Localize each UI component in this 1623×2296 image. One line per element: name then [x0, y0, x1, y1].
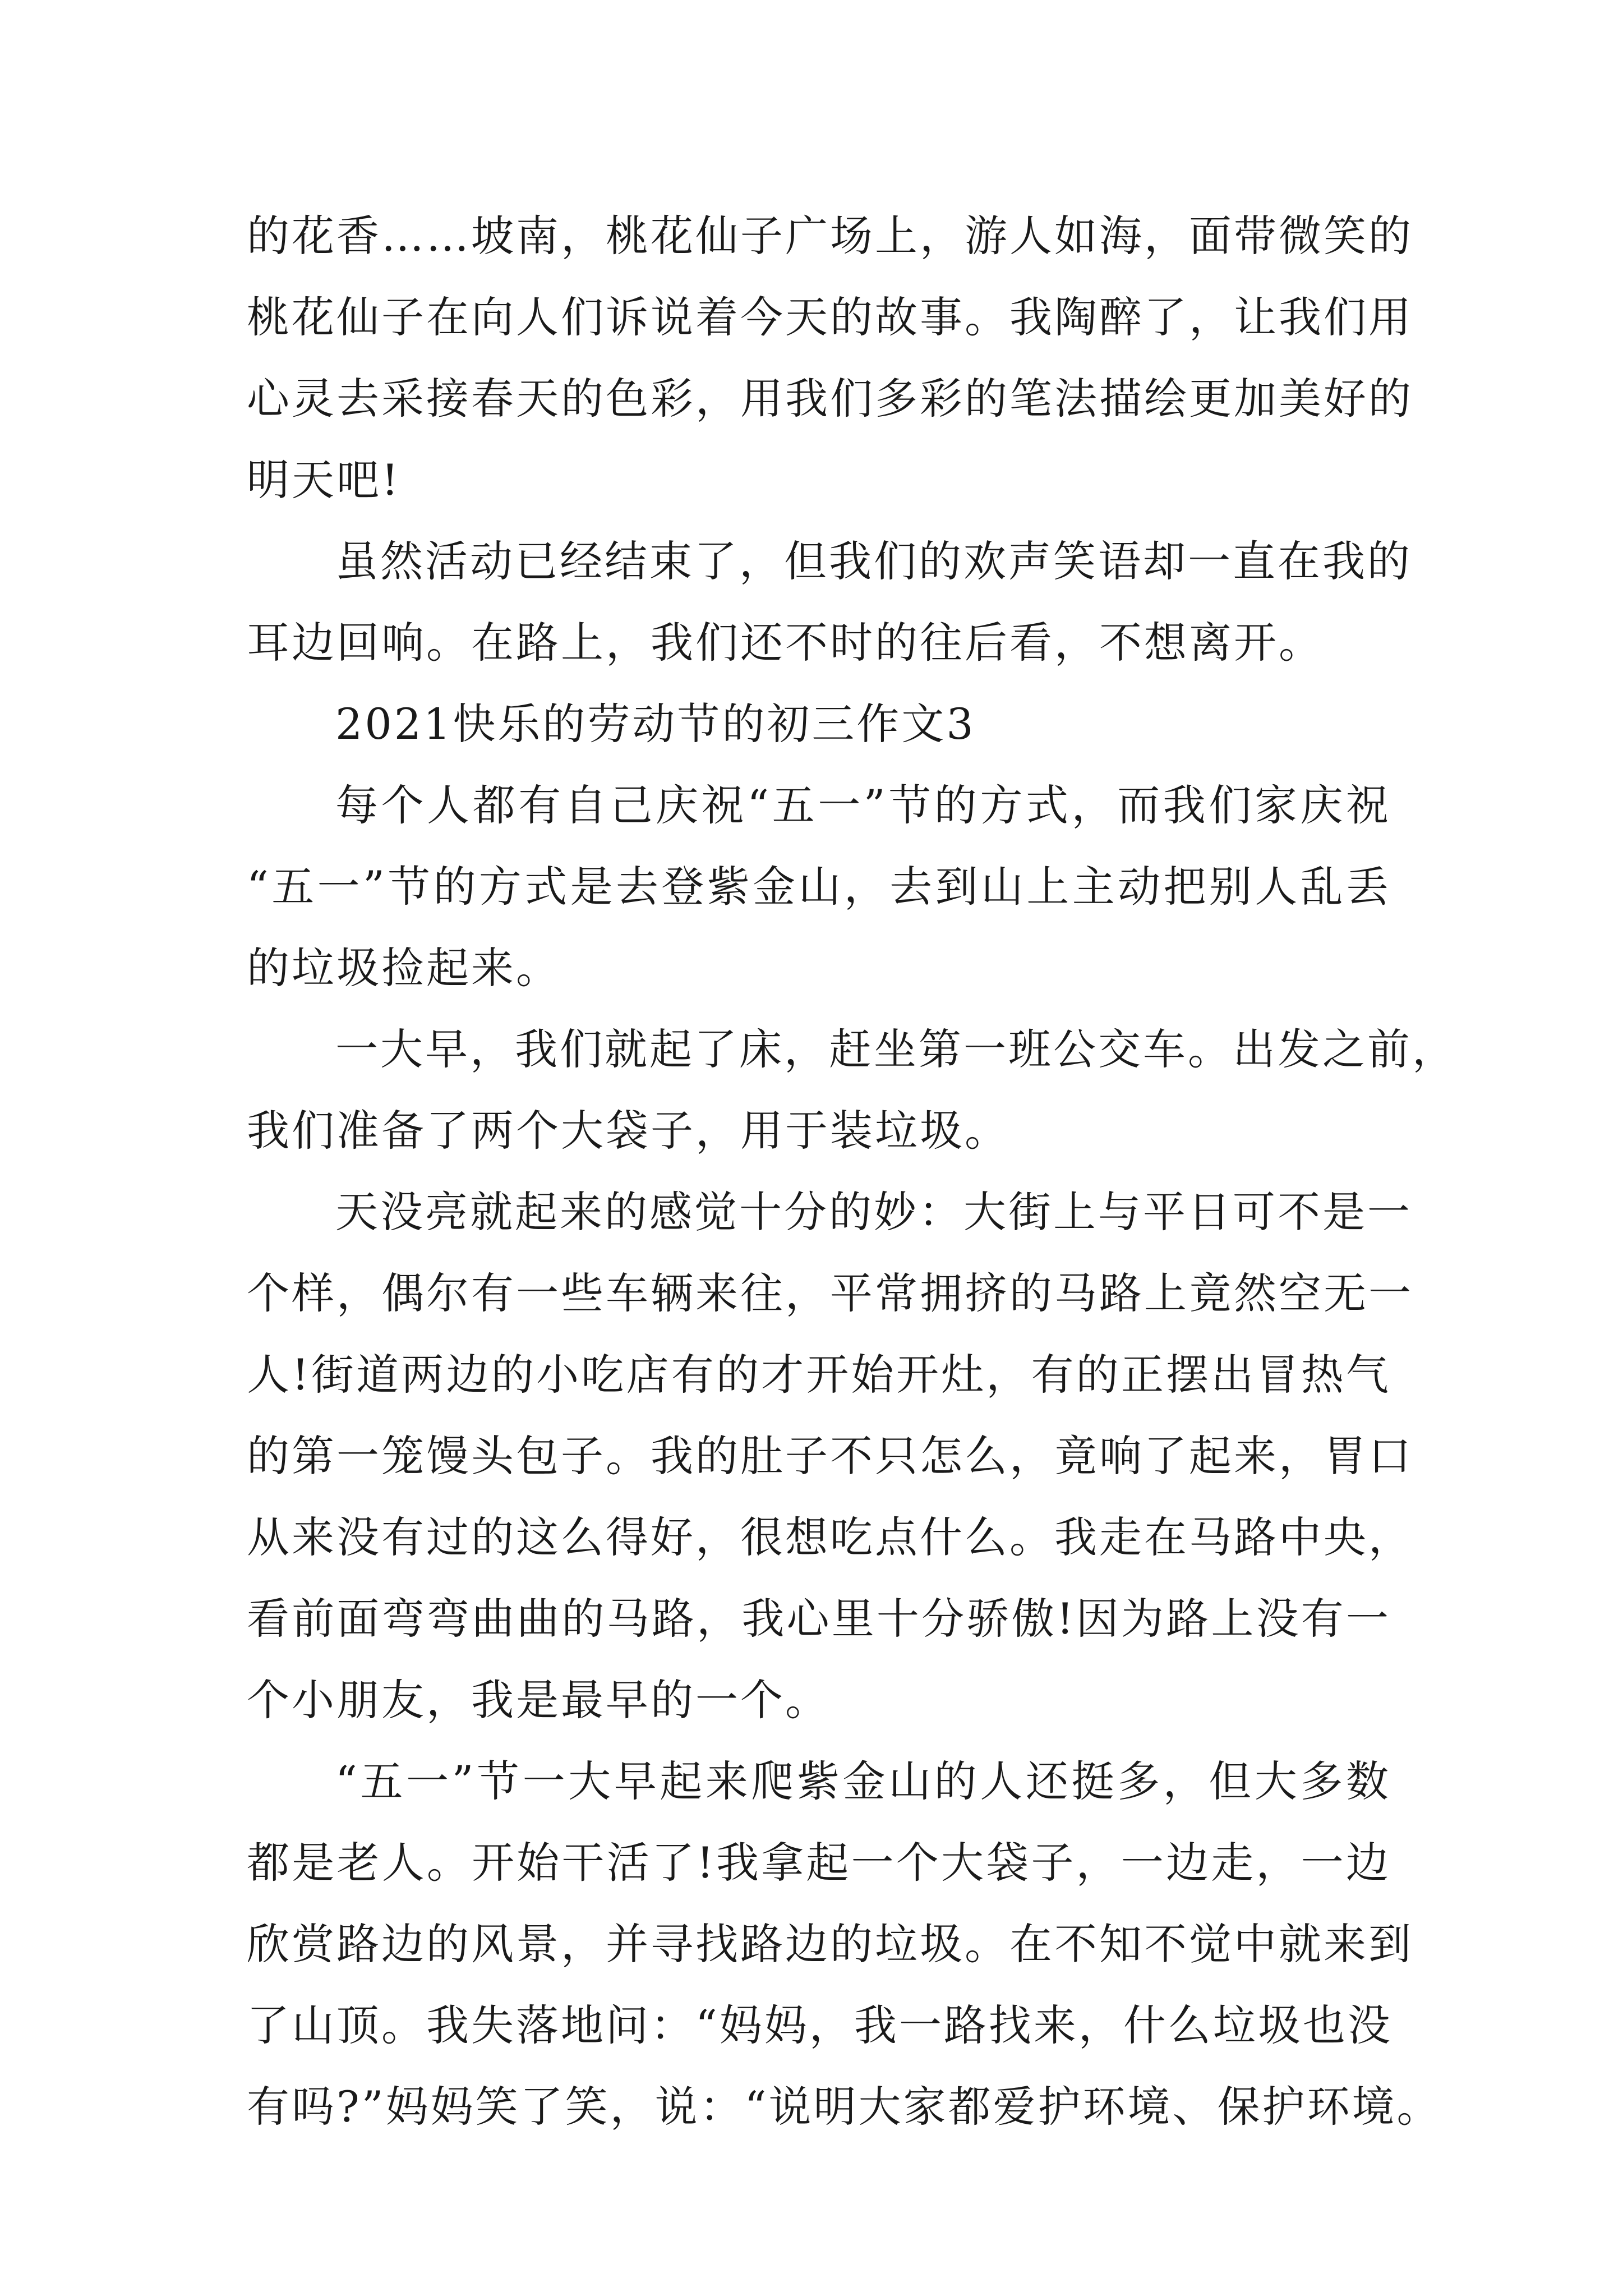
text-line: 一大早，我们就起了床，赶坐第一班公交车。出发之前，	[335, 1024, 1457, 1074]
text-line: 虽然活动已经结束了，但我们的欢声笑语却一直在我的	[335, 536, 1412, 586]
text-line: 的花香……坡南，桃花仙子广场上，游人如海，面带微笑的	[247, 211, 1413, 261]
text-line: 了山顶。我失落地问：“妈妈，我一路找来，什么垃圾也没	[247, 2000, 1393, 2050]
text-line: 每个人都有自己庆祝“五一”节的方式，而我们家庆祝	[335, 780, 1391, 830]
text-line: 欣赏路边的风景，并寻找路边的垃圾。在不知不觉中就来到	[247, 1919, 1413, 1969]
text-line: 人!街道两边的小吃店有的才开始开灶，有的正摆出冒热气	[247, 1350, 1391, 1400]
text-line: 明天吧!	[247, 455, 401, 505]
text-line: 的第一笼馒头包子。我的肚子不只怎么，竟响了起来，胃口	[247, 1431, 1413, 1481]
text-line: 都是老人。开始干活了!我拿起一个大袋子，一边走，一边	[247, 1838, 1391, 1888]
text-line: 桃花仙子在向人们诉说着今天的故事。我陶醉了，让我们用	[247, 292, 1413, 342]
text-line: 看前面弯弯曲曲的马路，我心里十分骄傲!因为路上没有一	[247, 1594, 1391, 1644]
text-line: “五一”节一大早起来爬紫金山的人还挺多，但大多数	[335, 1756, 1391, 1806]
text-line: 天没亮就起来的感觉十分的妙：大街上与平日可不是一	[335, 1187, 1412, 1237]
document-body	[247, 195, 1457, 2147]
text-line: 我们准备了两个大袋子，用于装垃圾。	[247, 1106, 1009, 1156]
text-line: 有吗?”妈妈笑了笑，说：“说明大家都爱护环境、保护环境。	[247, 2082, 1442, 2132]
text-line: 个样，偶尔有一些车辆来往，平常拥挤的马路上竟然空无一	[247, 1268, 1413, 1318]
text-line: 从来没有过的这么得好，很想吃点什么。我走在马路中央，	[247, 1512, 1413, 1562]
text-line: 耳边回响。在路上，我们还不时的往后看，不想离开。	[247, 618, 1324, 668]
text-line: 2021快乐的劳动节的初三作文3	[335, 699, 976, 749]
text-line: 个小朋友，我是最早的一个。	[247, 1675, 830, 1725]
text-line: 的垃圾捡起来。	[247, 943, 561, 993]
text-line: 心灵去采接春天的色彩，用我们多彩的笔法描绘更加美好的	[247, 374, 1413, 424]
text-line: “五一”节的方式是去登紫金山，去到山上主动把别人乱丢	[247, 862, 1391, 912]
